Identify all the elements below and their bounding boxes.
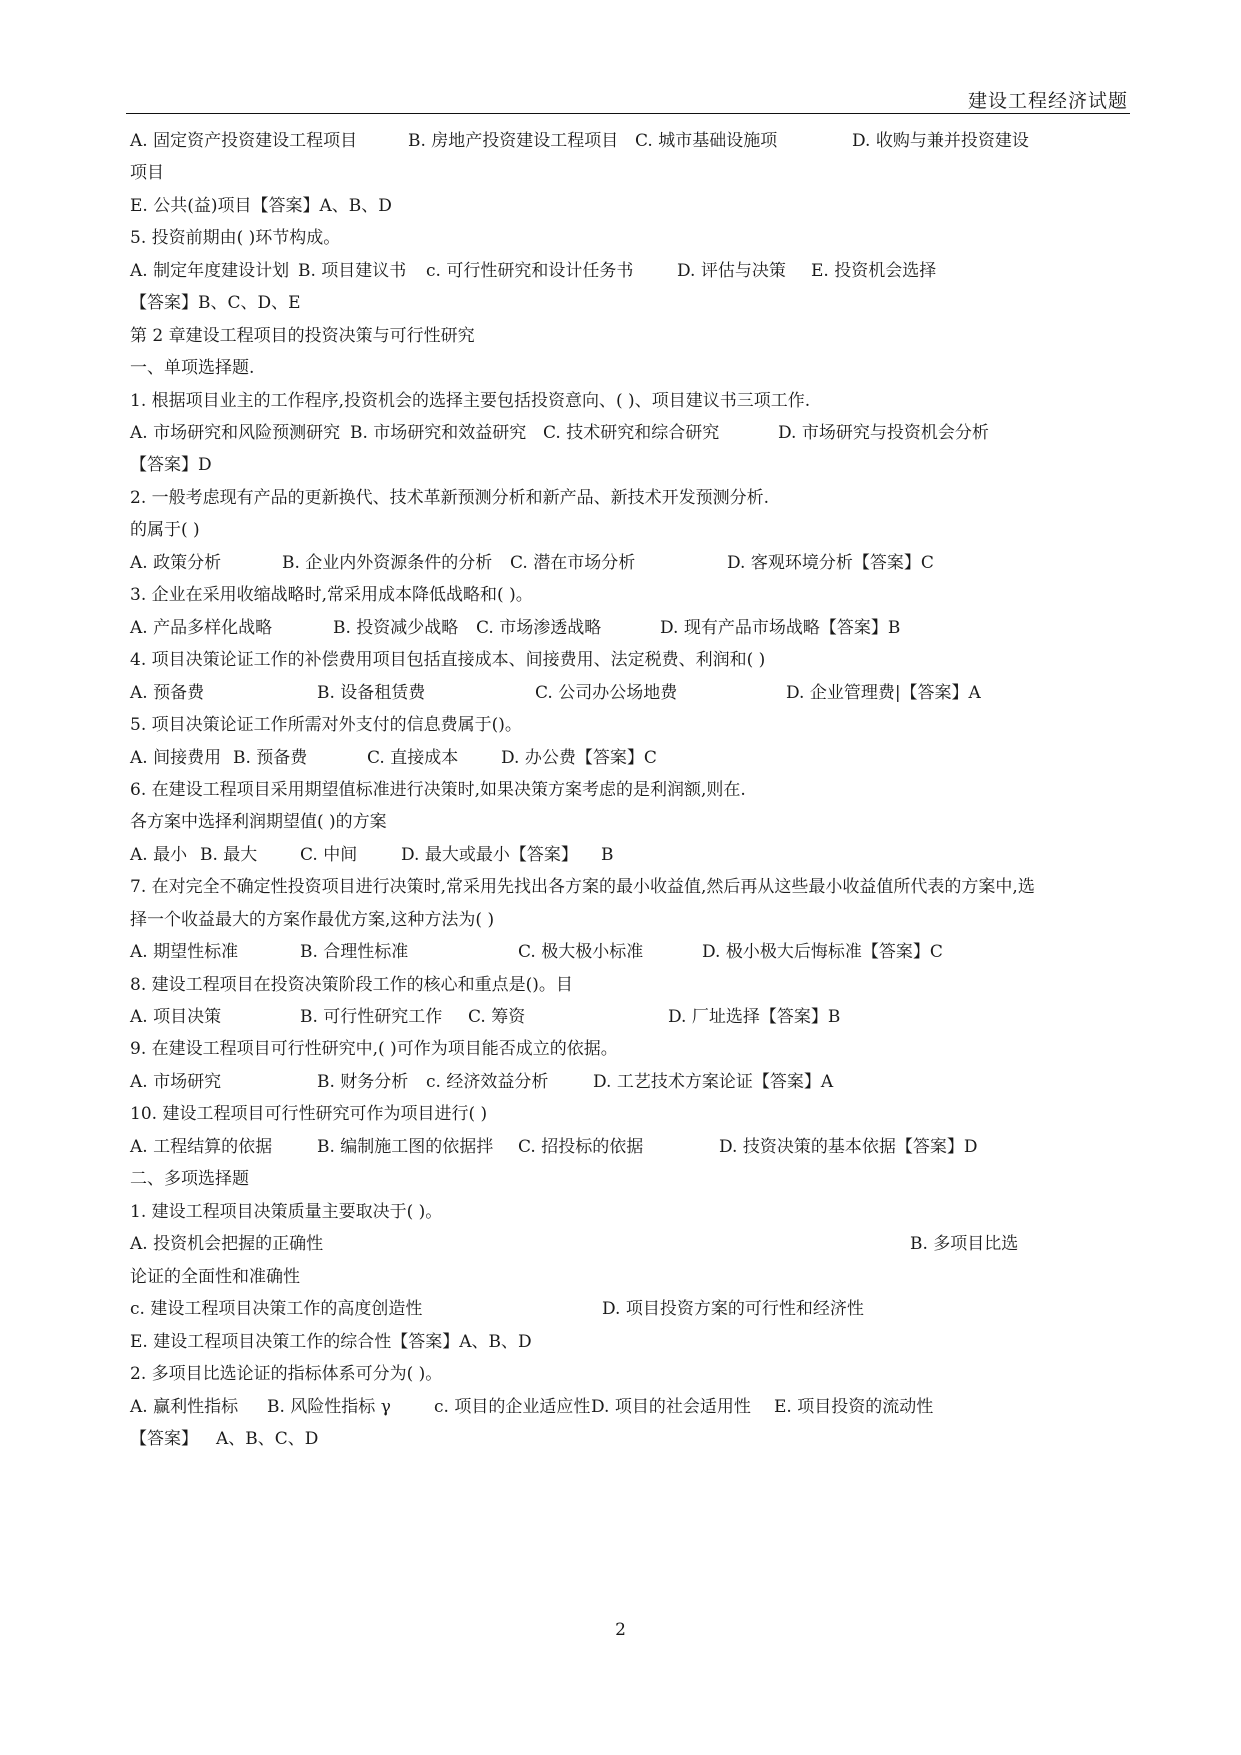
option-text: c. 可行性研究和设计任务书 (426, 261, 634, 281)
option-text: C. 潜在市场分析 (510, 553, 636, 573)
option-text: A. 间接费用 (130, 748, 222, 768)
line-text: 二、多项选择题 (130, 1169, 249, 1189)
line-text: 7. 在对完全不确定性投资项目进行决策时,常采用先找出各方案的最小收益值,然后再从这些最小收益值所代表的方案中,选 (130, 877, 1035, 897)
option-text: C. 中间 (300, 845, 358, 865)
option-text: B. 设备租赁费 (317, 683, 426, 703)
option-text: C. 筹资 (468, 1007, 526, 1027)
option-text: c. 经济效益分析 (426, 1072, 549, 1092)
line-text: 1. 根据项目业主的工作程序,投资机会的选择主要包括投资意向、( )、项目建议书三项工作. (130, 391, 811, 411)
line-text: E. 公共(益)项目【答案】A、B、D (130, 196, 392, 216)
line-text: 择一个收益最大的方案作最优方案,这种方法为( ) (130, 910, 495, 930)
option-text: D. 市场研究与投资机会分析 (778, 423, 989, 443)
line-text: 3. 企业在采用收缩战略时,常采用成本降低战略和( )。 (130, 585, 533, 605)
option-text: D. 项目的社会适用性 (591, 1397, 751, 1417)
option-text: D. 收购与兼并投资建设 (852, 131, 1029, 151)
option-text: B. 编制施工图的依据拌 (317, 1137, 494, 1157)
line-text: 6. 在建设工程项目采用期望值标准进行决策时,如果决策方案考虑的是利润额,则在. (130, 780, 746, 800)
line-text: 论证的全面性和准确性 (130, 1267, 300, 1287)
option-text: A. 政策分析 (130, 553, 222, 573)
option-text: B. 企业内外资源条件的分析 (282, 553, 493, 573)
line-text: 4. 项目决策论证工作的补偿费用项目包括直接成本、间接费用、法定税费、利润和( ) (130, 650, 766, 670)
option-text: A. 投资机会把握的正确性 (130, 1234, 324, 1254)
option-text: A. 最小 (130, 845, 188, 865)
option-text: D. 厂址选择【答案】B (668, 1007, 841, 1027)
option-text: A、B、C、D (216, 1429, 319, 1449)
option-text: C. 公司办公场地费 (535, 683, 678, 703)
option-text: C. 极大极小标准 (518, 942, 644, 962)
option-text: A. 赢利性指标 (130, 1397, 239, 1417)
option-text: B. 风险性指标 γ (267, 1397, 391, 1417)
line-text: 2. 多项目比选论证的指标体系可分为( )。 (130, 1364, 443, 1384)
option-text: B. 市场研究和效益研究 (350, 423, 527, 443)
option-text: A. 预备费 (130, 683, 205, 703)
option-text: B. 合理性标准 (300, 942, 409, 962)
option-text: B. 财务分析 (317, 1072, 409, 1092)
option-text: D. 现有产品市场战略【答案】B (660, 618, 901, 638)
option-text: B. 房地产投资建设工程项目 (408, 131, 619, 151)
line-text: 5. 项目决策论证工作所需对外支付的信息费属于()。 (130, 715, 522, 735)
line-text: 一、单项选择题. (130, 358, 255, 378)
option-text: C. 直接成本 (367, 748, 459, 768)
option-text: D. 评估与决策 (677, 261, 786, 281)
line-text: 项目 (130, 163, 164, 183)
line-text: 2. 一般考虑现有产品的更新换代、技术革新预测分析和新产品、新技术开发预测分析. (130, 488, 770, 508)
option-text: 【答案】 (130, 1429, 198, 1449)
option-text: C. 城市基础设施项 (635, 131, 778, 151)
option-text: A. 期望性标准 (130, 942, 239, 962)
option-text: c. 项目的企业适应性 (434, 1397, 591, 1417)
option-text: B. 多项目比选 (910, 1234, 1019, 1254)
option-text: A. 市场研究和风险预测研究 (130, 423, 341, 443)
option-text: D. 最大或最小【答案】 (401, 845, 578, 865)
option-text: E. 投资机会选择 (811, 261, 937, 281)
option-text: A. 制定年度建设计划 (130, 261, 290, 281)
line-text: 的属于( ) (130, 520, 200, 540)
option-text: D. 项目投资方案的可行性和经济性 (602, 1299, 864, 1319)
option-text: B. 可行性研究工作 (300, 1007, 443, 1027)
line-text: 各方案中选择利润期望值( )的方案 (130, 812, 387, 832)
option-text: C. 招投标的依据 (518, 1137, 644, 1157)
option-text: D. 极小极大后悔标准【答案】C (702, 942, 943, 962)
option-text: D. 技资决策的基本依据【答案】D (719, 1137, 978, 1157)
option-text: D. 工艺技术方案论证【答案】A (593, 1072, 834, 1092)
option-text: D. 企业管理费|【答案】A (786, 683, 981, 703)
line-text: 【答案】D (130, 455, 212, 475)
line-text: 5. 投资前期由( )环节构成。 (130, 228, 341, 248)
option-text: D. 办公费【答案】C (501, 748, 657, 768)
option-text: B. 项目建议书 (298, 261, 407, 281)
header-rule (126, 113, 1130, 114)
line-text: 【答案】B、C、D、E (130, 293, 301, 313)
page-number: 2 (615, 1620, 626, 1640)
line-text: E. 建设工程项目决策工作的综合性【答案】A、B、D (130, 1332, 532, 1352)
line-text: 8. 建设工程项目在投资决策阶段工作的核心和重点是()。目 (130, 975, 573, 995)
option-text: B. 预备费 (233, 748, 308, 768)
line-text: 1. 建设工程项目决策质量主要取决于( )。 (130, 1202, 443, 1222)
line-text: 第 2 章建设工程项目的投资决策与可行性研究 (130, 326, 475, 346)
running-header: 建设工程经济试题 (967, 90, 1128, 112)
option-text: B. 投资减少战略 (333, 618, 459, 638)
option-text: A. 固定资产投资建设工程项目 (130, 131, 358, 151)
option-text: c. 建设工程项目决策工作的高度创造性 (130, 1299, 423, 1319)
option-text: C. 市场渗透战略 (476, 618, 602, 638)
option-text: B (601, 845, 614, 865)
option-text: A. 市场研究 (130, 1072, 222, 1092)
option-text: C. 技术研究和综合研究 (543, 423, 720, 443)
option-text: E. 项目投资的流动性 (774, 1397, 934, 1417)
option-text: A. 产品多样化战略 (130, 618, 273, 638)
line-text: 10. 建设工程项目可行性研究可作为项目进行( ) (130, 1104, 488, 1124)
line-text: 9. 在建设工程项目可行性研究中,( )可作为项目能否成立的依据。 (130, 1039, 618, 1059)
option-text: B. 最大 (200, 845, 258, 865)
option-text: D. 客观环境分析【答案】C (727, 553, 934, 573)
option-text: A. 工程结算的依据 (130, 1137, 273, 1157)
option-text: A. 项目决策 (130, 1007, 222, 1027)
